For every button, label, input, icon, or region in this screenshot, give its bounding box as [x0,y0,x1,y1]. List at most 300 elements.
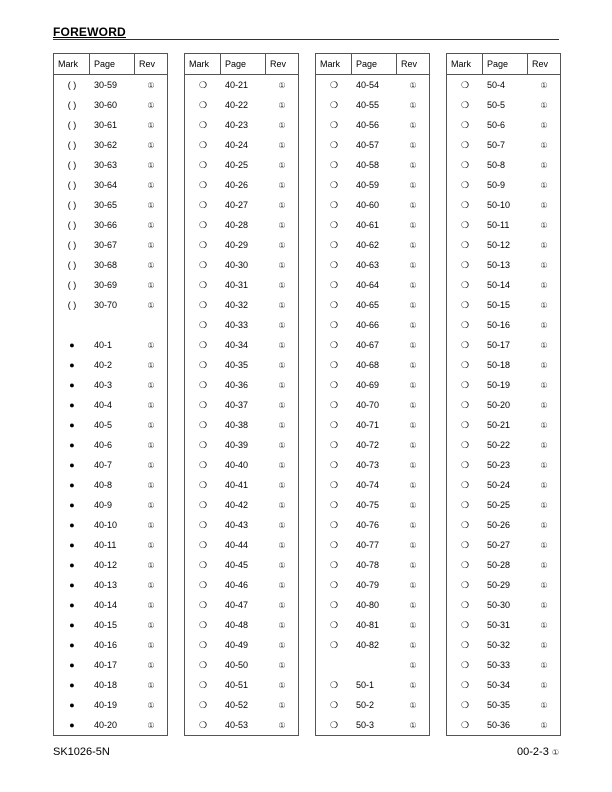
page-number-cell: 40-76 [356,520,380,530]
table-row [447,475,560,495]
mark-symbol: ❍ [198,179,208,190]
page-number-cell: 40-8 [94,480,113,490]
mark-symbol: ❍ [460,359,470,370]
table-row [185,575,298,595]
mark-symbol: ❍ [198,259,208,270]
table-row [54,215,167,235]
revision-icon: ① [147,680,155,690]
page-number-cell: 40-58 [356,160,380,170]
revision-table-3 [315,53,430,736]
page-number-cell: 30-68 [94,260,118,270]
revision-icon: ① [540,540,548,550]
revision-icon: ① [540,620,548,630]
page-number-cell: 40-36 [225,380,249,390]
revision-icon: ① [147,400,155,410]
table-row [316,115,429,135]
mark-symbol: ❍ [329,199,339,210]
table-row [185,95,298,115]
revision-icon: ① [409,220,417,230]
table-row [185,395,298,415]
mark-symbol: ❍ [329,279,339,290]
page-number-cell: 40-31 [225,280,249,290]
table-row [447,695,560,715]
mark-symbol: ❍ [198,699,208,710]
page-number-cell: 40-59 [356,180,380,190]
revision-icon: ① [409,380,417,390]
revision-icon: ① [147,600,155,610]
page-number-cell: 50-20 [487,400,511,410]
revision-icon: ① [147,720,155,730]
table-row [316,675,429,695]
revision-icon: ① [409,280,417,290]
page-number-cell: 40-37 [225,400,249,410]
revision-icon: ① [540,280,548,290]
mark-symbol: ❍ [329,439,339,450]
page-title: FOREWORD [53,25,126,39]
mark-symbol: ❍ [198,559,208,570]
table-row [185,275,298,295]
table-row [316,715,429,735]
mark-symbol: ● [69,700,75,710]
table-row [185,315,298,335]
table-row [54,395,167,415]
column-header-page: Page [352,54,397,74]
mark-symbol: ❍ [198,339,208,350]
page-number-cell: 40-60 [356,200,380,210]
table-row [316,75,429,95]
page-number-cell: 50-1 [356,680,375,690]
mark-symbol: ❍ [198,539,208,550]
table-header [185,54,298,75]
table-row [316,295,429,315]
table-row [185,115,298,135]
mark-symbol: ❍ [460,659,470,670]
revision-icon: ① [147,240,155,250]
revision-icon: ① [540,360,548,370]
page-number-cell: 40-82 [356,640,380,650]
revision-icon: ① [147,340,155,350]
mark-symbol: ❍ [329,599,339,610]
table-row [447,655,560,675]
page-number-cell: 40-33 [225,320,249,330]
mark-symbol: ❍ [329,319,339,330]
mark-symbol: ( ) [67,200,77,210]
page-number-cell: 40-74 [356,480,380,490]
revision-icon: ① [147,480,155,490]
revision-icon: ① [147,460,155,470]
table-row [185,475,298,495]
revision-icon: ① [540,180,548,190]
revision-icon: ① [409,120,417,130]
revision-icon: ① [409,440,417,450]
revision-icon: ① [278,380,286,390]
page-number-cell: 30-61 [94,120,118,130]
mark-symbol: ● [69,480,75,490]
page-number-cell: 40-46 [225,580,249,590]
table-row [447,615,560,635]
mark-symbol: ❍ [198,219,208,230]
page-number-cell: 50-7 [487,140,506,150]
table-row [185,415,298,435]
page-number-cell: 30-64 [94,180,118,190]
page-number-cell: 40-73 [356,460,380,470]
revision-icon: ① [147,620,155,630]
revision-icon: ① [540,160,548,170]
table-row [54,295,167,315]
mark-symbol: ● [69,500,75,510]
page-number-cell: 50-26 [487,520,511,530]
revision-icon: ① [409,460,417,470]
mark-symbol: ❍ [460,259,470,270]
revision-icon: ① [147,380,155,390]
mark-symbol: ❍ [460,579,470,590]
mark-symbol: ❍ [198,659,208,670]
page-number-cell: 40-69 [356,380,380,390]
mark-symbol: ❍ [460,79,470,90]
page-number-cell: 50-28 [487,560,511,570]
revision-icon: ① [278,500,286,510]
page-number-cell: 50-6 [487,120,506,130]
table-row [316,655,429,675]
revision-icon: ① [540,460,548,470]
table-row [316,695,429,715]
mark-symbol: ❍ [329,399,339,410]
mark-symbol: ❍ [198,139,208,150]
table-row [54,435,167,455]
page-number-cell: 40-10 [94,520,118,530]
table-row [316,135,429,155]
table-row [54,415,167,435]
mark-symbol: ❍ [329,479,339,490]
revision-icon: ① [540,300,548,310]
table-row [185,555,298,575]
table-row [316,515,429,535]
page-number-cell: 40-62 [356,240,380,250]
mark-symbol: ❍ [460,639,470,650]
page-number-cell: 40-66 [356,320,380,330]
table-row [185,715,298,735]
table-row [447,575,560,595]
mark-symbol: ❍ [460,679,470,690]
page-number-cell: 40-23 [225,120,249,130]
page-number-cell: 40-27 [225,200,249,210]
table-row [54,535,167,555]
table-row [316,235,429,255]
page-number-cell: 40-41 [225,480,249,490]
table-row [185,535,298,555]
revision-icon: ① [147,360,155,370]
table-row [447,335,560,355]
page-number-cell: 40-14 [94,600,118,610]
page-number-cell: 40-52 [225,700,249,710]
mark-symbol: ❍ [329,719,339,730]
table-row [447,115,560,135]
mark-symbol: ❍ [460,459,470,470]
table-row [54,635,167,655]
mark-symbol: ❍ [460,519,470,530]
table-row [54,655,167,675]
table-row [185,175,298,195]
page-number-cell: 40-77 [356,540,380,550]
mark-symbol: ❍ [198,599,208,610]
page-number-cell: 50-3 [356,720,375,730]
table-row [54,155,167,175]
mark-symbol: ❍ [198,479,208,490]
revision-icon: ① [540,400,548,410]
table-row [185,675,298,695]
page-number-cell: 40-44 [225,540,249,550]
revision-icon: ① [409,420,417,430]
page-number-cell: 50-24 [487,480,511,490]
table-header [316,54,429,75]
table-header [54,54,167,75]
revision-icon: ① [278,160,286,170]
table-row [316,535,429,555]
table-row [447,375,560,395]
mark-symbol: ❍ [329,79,339,90]
mark-symbol: ❍ [460,179,470,190]
table-row [54,615,167,635]
table-row [447,135,560,155]
title-rule [53,39,559,40]
page-number-cell: 40-3 [94,380,113,390]
revision-icon: ① [147,500,155,510]
page-number-cell: 40-4 [94,400,113,410]
page-number-cell: 50-22 [487,440,511,450]
mark-symbol: ● [69,560,75,570]
table-row [447,595,560,615]
column-header-rev: Rev [401,59,418,69]
revision-icon: ① [278,220,286,230]
revision-table-4 [446,53,561,736]
mark-symbol: ❍ [329,519,339,530]
table-row [316,155,429,175]
mark-symbol: ❍ [329,339,339,350]
mark-symbol: ● [69,720,75,730]
revision-icon: ① [278,580,286,590]
mark-symbol: ● [69,620,75,630]
revision-icon: ① [147,120,155,130]
page-number-cell: 50-27 [487,540,511,550]
page-number-cell: 40-49 [225,640,249,650]
revision-icon: ① [409,720,417,730]
table-row [54,75,167,95]
mark-symbol: ❍ [198,719,208,730]
table-row [316,315,429,335]
revision-icon: ① [540,640,548,650]
mark-symbol: ❍ [329,139,339,150]
table-row [447,315,560,335]
table-row [447,435,560,455]
table-row [316,215,429,235]
mark-symbol: ❍ [329,219,339,230]
page-number-cell: 40-13 [94,580,118,590]
revision-icon: ① [147,560,155,570]
table-row [316,375,429,395]
page-number-cell: 30-60 [94,100,118,110]
table-row [447,175,560,195]
mark-symbol: ❍ [460,379,470,390]
table-row [316,635,429,655]
page-number-cell: 40-75 [356,500,380,510]
revision-icon: ① [540,220,548,230]
mark-symbol: ❍ [198,279,208,290]
mark-symbol: ❍ [198,199,208,210]
table-row [185,455,298,475]
mark-symbol: ❍ [460,419,470,430]
table-row [316,415,429,435]
table-row [185,655,298,675]
page-number-cell: 40-81 [356,620,380,630]
revision-icon: ① [409,620,417,630]
mark-symbol: ❍ [198,439,208,450]
table-row [54,495,167,515]
revision-icon: ① [278,640,286,650]
mark-symbol: ❍ [460,159,470,170]
mark-symbol: ❍ [198,319,208,330]
revision-icon: ① [278,360,286,370]
page-number-cell: 50-13 [487,260,511,270]
page-number-cell: 40-17 [94,660,118,670]
table-row [316,495,429,515]
mark-symbol: ❍ [460,299,470,310]
page-number-cell: 40-42 [225,500,249,510]
mark-symbol: ❍ [198,679,208,690]
revision-icon: ① [540,660,548,670]
mark-symbol: ( ) [67,120,77,130]
table-row [185,375,298,395]
revision-icon: ① [278,300,286,310]
table-row [185,335,298,355]
page-number-cell: 50-11 [487,220,510,230]
page-number-cell: 50-8 [487,160,506,170]
revision-icon: ① [278,620,286,630]
table-row [185,215,298,235]
table-row [54,695,167,715]
revision-icon: ① [540,600,548,610]
mark-symbol: ❍ [329,619,339,630]
mark-symbol: ● [69,680,75,690]
page-number-cell: 40-72 [356,440,380,450]
table-row [447,355,560,375]
table-row [185,75,298,95]
page-number-cell: 50-2 [356,700,375,710]
table-row [316,455,429,475]
mark-symbol: ❍ [198,159,208,170]
page-number-cell: 40-19 [94,700,118,710]
revision-icon: ① [409,580,417,590]
revision-icon: ① [540,420,548,430]
page-number-cell: 40-79 [356,580,380,590]
table-row [185,435,298,455]
page-number-cell: 40-35 [225,360,249,370]
table-row [54,675,167,695]
table-row [185,355,298,375]
revision-icon: ① [278,420,286,430]
page-number-cell: 40-24 [225,140,249,150]
mark-symbol: ❍ [329,359,339,370]
mark-symbol: ❍ [329,459,339,470]
revision-icon: ① [147,280,155,290]
page-number-cell: 40-40 [225,460,249,470]
mark-symbol: ( ) [67,140,77,150]
revision-icon: ① [551,748,559,757]
revision-icon: ① [278,140,286,150]
revision-icon: ① [540,520,548,530]
revision-icon: ① [540,580,548,590]
column-header-mark: Mark [316,54,352,74]
page-number-cell: 50-34 [487,680,511,690]
revision-icon: ① [540,440,548,450]
mark-symbol: ( ) [67,300,77,310]
page-number-cell: 40-63 [356,260,380,270]
page-number-cell: 40-64 [356,280,380,290]
page-number-cell: 50-23 [487,460,511,470]
mark-symbol: ❍ [198,419,208,430]
mark-symbol: ❍ [460,619,470,630]
table-row [316,475,429,495]
table-row [54,515,167,535]
revision-icon: ① [147,200,155,210]
page-number-cell: 40-55 [356,100,380,110]
page-number-cell: 50-36 [487,720,511,730]
mark-symbol: ( ) [67,180,77,190]
page-number-cell: 30-65 [94,200,118,210]
table-row [316,595,429,615]
page-number-cell: 50-12 [487,240,511,250]
mark-symbol: ❍ [329,679,339,690]
revision-icon: ① [278,320,286,330]
table-row [447,715,560,735]
revision-icon: ① [409,680,417,690]
page-number-cell: 40-45 [225,560,249,570]
mark-symbol: ● [69,660,75,670]
revision-icon: ① [409,340,417,350]
revision-icon: ① [278,660,286,670]
page-number-cell: 50-19 [487,380,511,390]
revision-icon: ① [278,80,286,90]
page-number-cell: 50-17 [487,340,511,350]
mark-symbol: ● [69,460,75,470]
table-row [54,555,167,575]
page-number-cell: 50-30 [487,600,511,610]
page-number-cell: 50-9 [487,180,506,190]
mark-symbol: ❍ [460,219,470,230]
revision-icon: ① [540,700,548,710]
mark-symbol: ❍ [198,359,208,370]
revision-icon: ① [278,260,286,270]
revision-icon: ① [278,600,286,610]
table-row [54,455,167,475]
table-row [185,495,298,515]
column-header-rev: Rev [139,59,156,69]
page-number-cell: 40-11 [94,540,117,550]
table-header [447,54,560,75]
revision-icon: ① [540,480,548,490]
table-row [447,395,560,415]
table-row [447,535,560,555]
table-row [185,235,298,255]
mark-symbol: ❍ [198,639,208,650]
revision-icon: ① [147,160,155,170]
mark-symbol: ❍ [329,259,339,270]
mark-symbol: ❍ [198,619,208,630]
table-row [316,555,429,575]
revision-icon: ① [409,300,417,310]
page-number-cell: 40-26 [225,180,249,190]
revision-icon: ① [278,560,286,570]
revision-icon: ① [278,480,286,490]
